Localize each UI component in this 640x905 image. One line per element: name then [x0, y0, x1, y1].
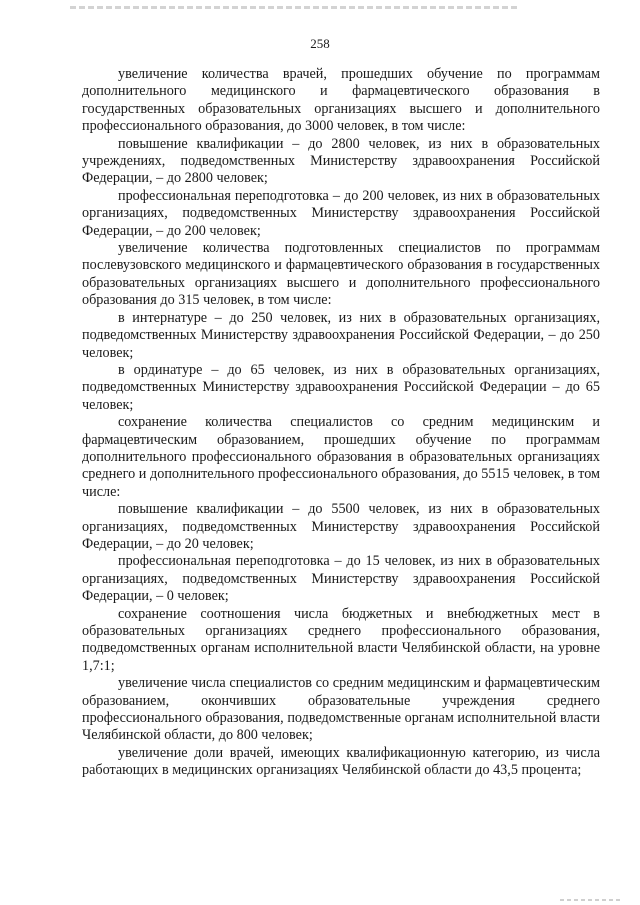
- paragraph-internship: в интернатуре – до 250 человек, из них в образовательных организациях, подведомственных Министерству здравоохранения Российской Федерации, – до 250 человек;: [82, 309, 600, 361]
- paragraph-mid-level-retraining: профессиональная переподготовка – до 15 человек, из них в образовательных организациях, подведомственных Министерству здравоохранения Российской Федерации, – 0 человек;: [82, 553, 600, 605]
- document-body: [82, 66, 600, 780]
- scan-header-artifact: [70, 6, 520, 9]
- paragraph-retraining: профессиональная переподготовка – до 200 человек, из них в образовательных организациях, подведомственных Министерству здравоохранения Российской Федерации, – до 200 человек;: [82, 187, 600, 239]
- paragraph-residency: в ординатуре – до 65 человек, из них в образовательных организациях, подведомственных Министерству здравоохранения Российской Федерации – до 65 человек;: [82, 361, 600, 413]
- paragraph-mid-level-specialists: сохранение количества специалистов со средним медицинским и фармацевтическим образованием, прошедших обучение по программам дополнительного профессионального образования в образовательных организациях среднего и дополнительного профессионального образования, до 5515 человек, в том числе:: [82, 414, 600, 500]
- page-number: 258: [310, 36, 330, 51]
- paragraph-mid-level-qualification: повышение квалификации – до 5500 человек, из них в образовательных организациях, подведомственных Министерству здравоохранения Российской Федерации, – до 20 человек;: [82, 501, 600, 552]
- paragraph-qualification-upgrade: повышение квалификации – до 2800 человек, из них в образовательных учреждениях, подведомственных Министерству здравоохранения Российской Федерации, – до 2800 человек;: [82, 135, 600, 187]
- scan-footer-artifact: [560, 899, 622, 901]
- paragraph-budget-ratio: сохранение соотношения числа бюджетных и внебюджетных мест в образовательных организациях среднего профессионального образования, подведомственных органам исполнительной власти Челябинской области, на уровне 1,7:1;: [82, 605, 600, 674]
- paragraph-postgraduate-specialists: увеличение количества подготовленных специалистов по программам послевузовского медицинского и фармацевтического образования в государственных образовательных организациях высшего и дополнительного профессионального образования до 315 человек, в том числе:: [82, 240, 600, 309]
- paragraph-graduates-increase: увеличение числа специалистов со средним медицинским и фармацевтическим образованием, окончивших образовательные учреждения среднего профессионального образования, подведомственные органам исполнительной власти Челябинской области, до 800 человек;: [82, 675, 600, 744]
- paragraph-qualified-doctors-share: увеличение доли врачей, имеющих квалификационную категорию, из числа работающих в медицинских организациях Челябинской области до 43,5 процента;: [82, 744, 600, 779]
- paragraph-doctors-training: увеличение количества врачей, прошедших обучение по программам дополнительного медицинского и фармацевтического образования в государственных образовательных организациях высшего и дополнительного профессионального образования, до 3000 человек, в том числе:: [82, 66, 600, 135]
